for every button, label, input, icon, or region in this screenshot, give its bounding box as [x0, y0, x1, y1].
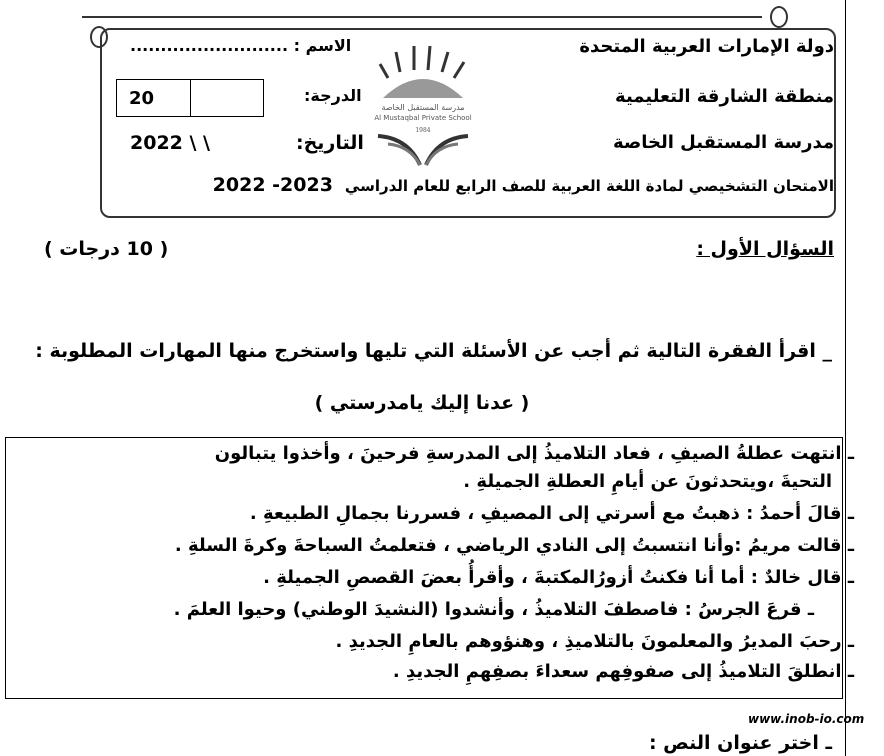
passage-line: ـ قالَ أحمدُ : ذهبتُ مع أسرتي إلى المصيفِ ، فسررنا بجمالِ الطبيعةِ .	[249, 503, 854, 524]
grade-score-field[interactable]	[191, 80, 264, 116]
question-instruction: _ اقرأ الفقرة التالية ثم أجب عن الأسئلة التي تليها واستخرج منها المهارات المطلوبة :	[35, 340, 832, 362]
exam-title-row	[104, 174, 834, 197]
question-title: السؤال الأول :	[696, 238, 834, 260]
passage-title: ( عدنا إليك يامدرستي )	[314, 392, 530, 414]
date-label: التاريخ:	[296, 132, 364, 154]
student-name-field[interactable]: الاسم : ..........................	[130, 36, 352, 55]
passage-line: ـ رحبَ المديرُ والمعلمونَ بالتلاميذِ ، وهنؤوهم بالعامِ الجديدِ .	[335, 631, 854, 652]
grade-label: الدرجة:	[304, 86, 362, 105]
svg-text:1984: 1984	[415, 127, 431, 134]
passage-line: ـ قالت مريمُ :وأنا انتسبتُ إلى النادي الرياضي ، فتعلمتُ السباحةَ وكرةَ السلةِ .	[174, 535, 854, 556]
date-value: 2022 \ \	[130, 132, 210, 154]
school-logo	[368, 40, 478, 170]
passage-line: ـ انطلقَ التلاميذُ إلى صفوفِهم سعداءَ بصفِهمِ الجديدِ .	[392, 661, 854, 682]
svg-text:Al Mustaqbal Private School: Al Mustaqbal Private School	[374, 114, 472, 122]
svg-text:مدرسة المستقبل الخاصة: مدرسة المستقبل الخاصة	[381, 103, 465, 112]
school-name: مدرسة المستقبل الخاصة	[612, 132, 834, 153]
passage-line: ـ قال خالدٌ : أما أنا فكنتُ أزورُالمكتبةَ ، وأقرأُ بعضَ القصصِ الجميلةِ .	[263, 567, 854, 588]
question-marks: ( 10 درجات )	[44, 238, 169, 260]
passage-line: التحيةَ ،ويتحدثونَ عن أيامِ العطلةِ الجميلةِ .	[463, 471, 832, 492]
education-zone: منطقة الشارقة التعليمية	[615, 86, 834, 107]
passage-line: ـ قرعَ الجرسُ : فاصطفَ التلاميذُ ، وأنشدوا (النشيدَ الوطني) وحيوا العلمَ .	[173, 599, 814, 620]
grade-total: 20	[117, 80, 191, 116]
watermark: www.inob-io.com	[748, 712, 865, 726]
country-name: دولة الإمارات العربية المتحدة	[579, 36, 834, 57]
scroll-curl	[770, 6, 788, 28]
passage-line: ـ انتهت عطلةُ الصيفِ ، فعاد التلاميذُ إلى المدرسةِ فرحينَ ، وأخذوا يتبالون	[214, 443, 854, 464]
exam-title: الامتحان التشخيصي لمادة اللغة العربية للصف الرابع للعام الدراسي	[344, 177, 834, 195]
next-question: ـ اختر عنوان النص :	[648, 732, 832, 754]
grade-box	[116, 79, 264, 117]
exam-year: 2022 -2023	[212, 174, 333, 196]
